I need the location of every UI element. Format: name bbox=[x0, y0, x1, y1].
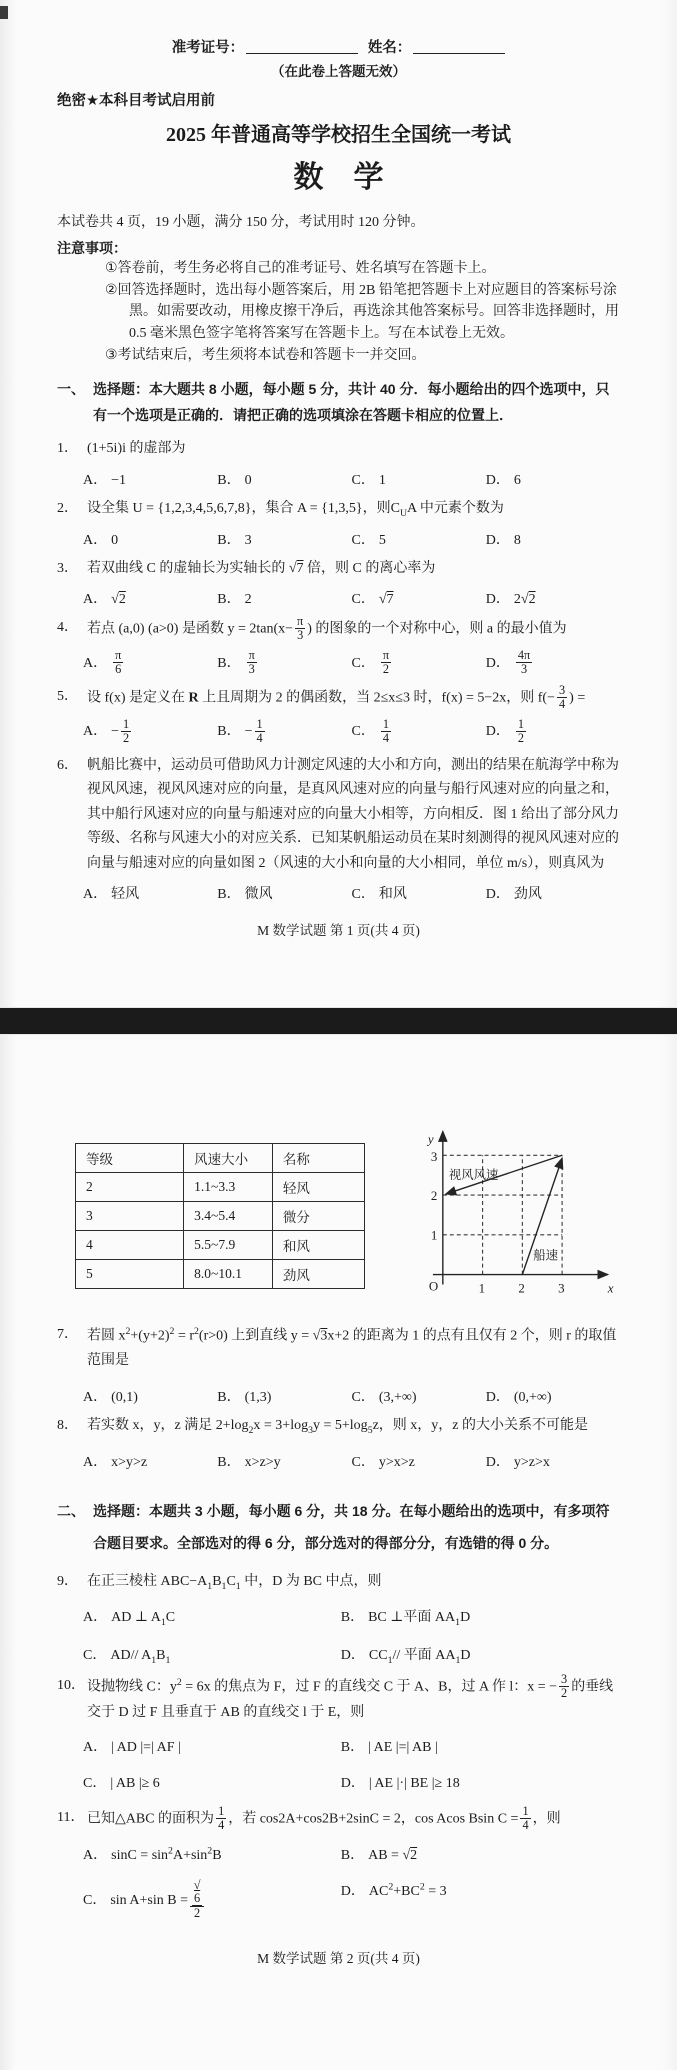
question-stem: 设全集 U = {1,2,3,4,5,6,7,8}，集合 A = {1,3,5}，则$C_UA$ 中元素个数为 bbox=[87, 500, 504, 519]
header-name: 名称 bbox=[272, 1144, 364, 1173]
question-number: 2． bbox=[57, 500, 78, 516]
option-b: B． | AE |=| AB | bbox=[340, 1740, 438, 1756]
option-d: D． y>z>x bbox=[485, 1454, 550, 1470]
option-d: D． (0,+∞) bbox=[485, 1389, 552, 1405]
x-tick-1: 1 bbox=[478, 1280, 486, 1296]
question-stem: 设抛物线 C：$y^2 = 6x$ 的焦点为 F，过 F 的直线交 C 于 A、B，过 A 作 l：x = − $\frac{3}{2}$ 的垂线交于 D 过 F 且垂直于 AB 的直线交 l 于 E，则 bbox=[87, 1671, 614, 1720]
paper-info: 本试卷共 4 页，19 小题，满分 150 分，考试用时 120 分钟。 bbox=[57, 215, 425, 230]
question-stem: 帆船比赛中，运动员可借助风力计测定风速的大小和方向，测出的结果在航海学中称为视风风速，视风风速对应的向量，是真风风速对应的向量与船行风速对应的向量之和，其中船行风速对应的向量与船速对应的向量大小相等，方向相反．图 1 给出了部分风力等级、名称与风速大小的对应关系．已知某帆船运动员在某时刻测得的视风风速对应的向量与船速对应的向量如图 2（风速的大小和向量的大小相同，单位 m/s），则真风为 bbox=[87, 757, 619, 871]
option-c: C． (3,+∞) bbox=[351, 1389, 417, 1405]
question-8 bbox=[57, 1414, 620, 1471]
y-axis-label: y bbox=[428, 1131, 434, 1147]
name-blank bbox=[413, 39, 505, 54]
question-stem: (1+5i)i 的虚部为 bbox=[87, 441, 186, 457]
question-11-options bbox=[57, 1844, 620, 1921]
question-stem: 已知△ABC 的面积为 $\frac{1}{4}$ ，若 cos2A+cos2B+2sinC = 2，cos Acos Bsin C = $\frac{1}{4}$ ，则 bbox=[87, 1804, 561, 1833]
question-number: 8． bbox=[57, 1417, 78, 1433]
option-a: A． $\sin C = \sin^2A+\sin^2B$ bbox=[83, 1845, 222, 1864]
option-c: C． √7 bbox=[351, 592, 394, 608]
option-b: B． 微风 bbox=[217, 887, 273, 903]
question-stem: 在正三棱柱 $ABC-A_1B_1C_1$ 中，D 为 BC 中点，则 bbox=[87, 1574, 382, 1593]
question-4 bbox=[57, 616, 620, 677]
option-c: C． | AB |≥ 6 bbox=[83, 1776, 160, 1792]
option-b: B． − $\frac{1}{4}$ bbox=[217, 716, 263, 745]
option-b: B． 2 bbox=[217, 592, 252, 608]
notice-item-2: ②回答选择题时，选出每小题答案后，用 2B 铅笔把答题卡上对应题目的答案标号涂黑。如需要改动，用橡皮擦干净后，再选涂其他答案标号。回答非选择题时，用 0.5 毫米黑色签字笔将答案写在答题卡上。写在本试卷上无效。 bbox=[105, 282, 619, 342]
section-2-header bbox=[57, 1495, 620, 1561]
question-2-options bbox=[57, 529, 620, 549]
option-b: B． BC ⊥平面 $AA_1D$ bbox=[340, 1610, 471, 1629]
question-stem: 若圆 $x^2+(y+2)^2 = r^2(r>0)$ 上到直线 y = √3x+2 的距离为 1 的点有且仅有 2 个，则 r 的取值范围是 bbox=[87, 1326, 617, 1369]
page-1 bbox=[0, 0, 677, 1007]
option-c: C． AD// $A_1B_1$ bbox=[83, 1648, 171, 1666]
option-d: D． | AE |·| BE |≥ 18 bbox=[340, 1776, 460, 1792]
option-a: A． x>y>z bbox=[83, 1454, 148, 1470]
notice-title: 注意事项： bbox=[57, 240, 127, 256]
admission-no-blank bbox=[246, 39, 358, 54]
option-d: D． $AC^2+BC^2 = 3$ bbox=[340, 1881, 447, 1900]
y-tick-2: 2 bbox=[431, 1187, 438, 1203]
section-2-text: 选择题：本题共 3 小题，每小题 6 分，共 18 分。在每小题给出的选项中，有多项符合题目要求。全部选对的得 6 分，部分选对的得部分分，有选错的得 0 分。 bbox=[93, 1502, 610, 1552]
option-c: C． sin A+sin B = √ 6 2 bbox=[83, 1880, 341, 1921]
section-2-number: 二、 bbox=[57, 1502, 85, 1519]
question-2 bbox=[57, 497, 620, 549]
subject-title: 数 学 bbox=[293, 161, 384, 194]
question-11 bbox=[57, 1806, 620, 1921]
question-1-options bbox=[57, 469, 620, 489]
table-row: 3 3.4~5.4 微分 bbox=[76, 1202, 365, 1231]
question-5-options bbox=[57, 716, 620, 746]
header-level: 等级 bbox=[76, 1144, 184, 1173]
question-number: 11． bbox=[57, 1810, 85, 1826]
page-2-footer: M 数学试题 第 2 页(共 4 页) bbox=[257, 1950, 420, 1966]
option-d: D． $\frac{4\pi}{3}$ bbox=[485, 648, 531, 676]
option-a: A． | AD |=| AF | bbox=[83, 1740, 181, 1756]
question-number: 3． bbox=[57, 560, 78, 576]
question-number: 10． bbox=[57, 1677, 85, 1693]
question-8-options bbox=[57, 1451, 620, 1471]
invalid-answer-note: （在此卷上答题无效） bbox=[271, 64, 406, 79]
header-speed: 风速大小 bbox=[184, 1144, 273, 1173]
page-break-band bbox=[0, 1007, 677, 1035]
question-4-options bbox=[57, 650, 620, 677]
question-stem: 若实数 x，y，z 满足 $2+\log_2x = 3+\log_3y = 5+\log_5z$，则 x，y，z 的大小关系不可能是 bbox=[87, 1417, 589, 1436]
question-stem: 若双曲线 C 的虚轴长为实轴长的 √7 倍，则 C 的离心率为 bbox=[87, 560, 436, 576]
x-tick-2: 2 bbox=[518, 1280, 526, 1296]
x-tick-3: 3 bbox=[558, 1280, 565, 1296]
question-6 bbox=[57, 754, 620, 904]
admission-no-label: 准考证号： bbox=[171, 40, 245, 56]
candidate-info-row bbox=[57, 36, 620, 57]
option-a: A． √2 bbox=[83, 592, 126, 608]
option-b: B． AB = √2 bbox=[340, 1848, 418, 1864]
confidential-line: 绝密★本科目考试启用前 bbox=[57, 93, 215, 109]
section-1-header bbox=[57, 377, 620, 429]
section-1-number: 一、 bbox=[57, 381, 85, 398]
option-a: A． −1 bbox=[83, 472, 127, 488]
question-10 bbox=[57, 1671, 620, 1792]
notice-item-3: ③考试结束后，考生须将本试卷和答题卡一并交回。 bbox=[105, 347, 426, 363]
option-a: A． $\frac{\pi}{6}$ bbox=[83, 648, 122, 676]
origin-label: O bbox=[429, 1278, 439, 1294]
table-header-row bbox=[76, 1144, 365, 1173]
question-5 bbox=[57, 682, 620, 746]
section-1-text: 选择题：本大题共 8 小题，每小题 5 分，共计 40 分．每小题给出的四个选项中，只有一个选项是正确的．请把正确的选项填涂在答题卡相应的位置上． bbox=[93, 381, 610, 424]
question-number: 4． bbox=[57, 620, 78, 636]
option-b: B． $\frac{\pi}{3}$ bbox=[217, 648, 255, 676]
question-stem: 若点 (a,0) (a>0) 是函数 y = 2tan(x− $\frac{\pi}{3}$ ) 的图象的一个对称中心，则 a 的最小值为 bbox=[87, 614, 567, 643]
question-3 bbox=[57, 557, 620, 609]
question-3-options bbox=[57, 588, 620, 608]
option-a: A． (0,1) bbox=[83, 1389, 138, 1405]
question-1 bbox=[57, 437, 620, 489]
y-tick-1: 1 bbox=[431, 1227, 438, 1243]
option-c: C． 5 bbox=[351, 532, 386, 548]
option-a: A． − $\frac{1}{2}$ bbox=[83, 716, 130, 745]
page-1-footer: M 数学试题 第 1 页(共 4 页) bbox=[257, 923, 420, 939]
option-b: B． 3 bbox=[217, 532, 252, 548]
table-row: 2 1.1~3.3 轻风 bbox=[76, 1173, 365, 1202]
option-a: A． 轻风 bbox=[83, 887, 140, 903]
question-number: 1． bbox=[57, 441, 78, 457]
boat-speed-label: 船速 bbox=[533, 1248, 559, 1263]
option-c: C． $\frac{1}{4}$ bbox=[351, 716, 389, 745]
question-9 bbox=[57, 1570, 620, 1666]
option-c: C． $\frac{\pi}{2}$ bbox=[351, 648, 390, 676]
option-d: D． 6 bbox=[485, 472, 521, 488]
scan-artifact bbox=[0, 6, 8, 19]
question-number: 9． bbox=[57, 1574, 78, 1590]
y-tick-3: 3 bbox=[431, 1149, 438, 1165]
option-c: C． 1 bbox=[351, 472, 386, 488]
page-2 bbox=[0, 1035, 677, 2070]
option-d: D． 劲风 bbox=[485, 887, 542, 903]
option-b: B． x>z>y bbox=[217, 1454, 281, 1470]
option-d: D． 8 bbox=[485, 532, 521, 548]
option-a: A． AD ⊥ $A_1C$ bbox=[83, 1610, 176, 1629]
question-7-options bbox=[57, 1386, 620, 1406]
question-7 bbox=[57, 1323, 620, 1406]
option-d: D． 2√2 bbox=[485, 592, 536, 608]
option-c: C． 和风 bbox=[351, 887, 407, 903]
exam-title: 2025 年普通高等学校招生全国统一考试 bbox=[166, 124, 511, 146]
question-10-options bbox=[57, 1736, 620, 1792]
option-a: A． 0 bbox=[83, 532, 119, 548]
question-number: 7． bbox=[57, 1327, 78, 1342]
name-label: 姓名： bbox=[367, 40, 412, 56]
notice-item-1: ①答卷前，考生务必将自己的准考证号、姓名填写在答题卡上。 bbox=[105, 261, 496, 276]
question-stem: 设 f(x) 是定义在 R 上且周期为 2 的偶函数，当 2≤x≤3 时，f(x) = 5−2x，则 f(− $\frac{3}{4}$ ) = bbox=[87, 682, 586, 711]
question-number: 5． bbox=[57, 688, 78, 704]
wind-scale-table bbox=[75, 1143, 365, 1289]
option-d: D． $CC_1//$ 平面 $AA_1D$ bbox=[340, 1648, 471, 1666]
table-row: 5 8.0~10.1 劲风 bbox=[76, 1260, 365, 1289]
question-9-options bbox=[57, 1606, 620, 1666]
apparent-wind-label: 视风风速 bbox=[449, 1168, 499, 1183]
table-row: 4 5.5~7.9 和风 bbox=[76, 1231, 365, 1260]
vector-diagram bbox=[415, 1097, 620, 1301]
option-b: B． 0 bbox=[217, 472, 252, 488]
question-number: 6． bbox=[57, 757, 78, 773]
question-6-options bbox=[57, 883, 620, 903]
option-b: B． (1,3) bbox=[217, 1389, 272, 1405]
x-axis-label: x bbox=[608, 1280, 614, 1296]
option-d: D． $\frac{1}{2}$ bbox=[485, 716, 525, 745]
figure-row bbox=[57, 1097, 620, 1301]
option-c: C． y>x>z bbox=[351, 1454, 415, 1470]
